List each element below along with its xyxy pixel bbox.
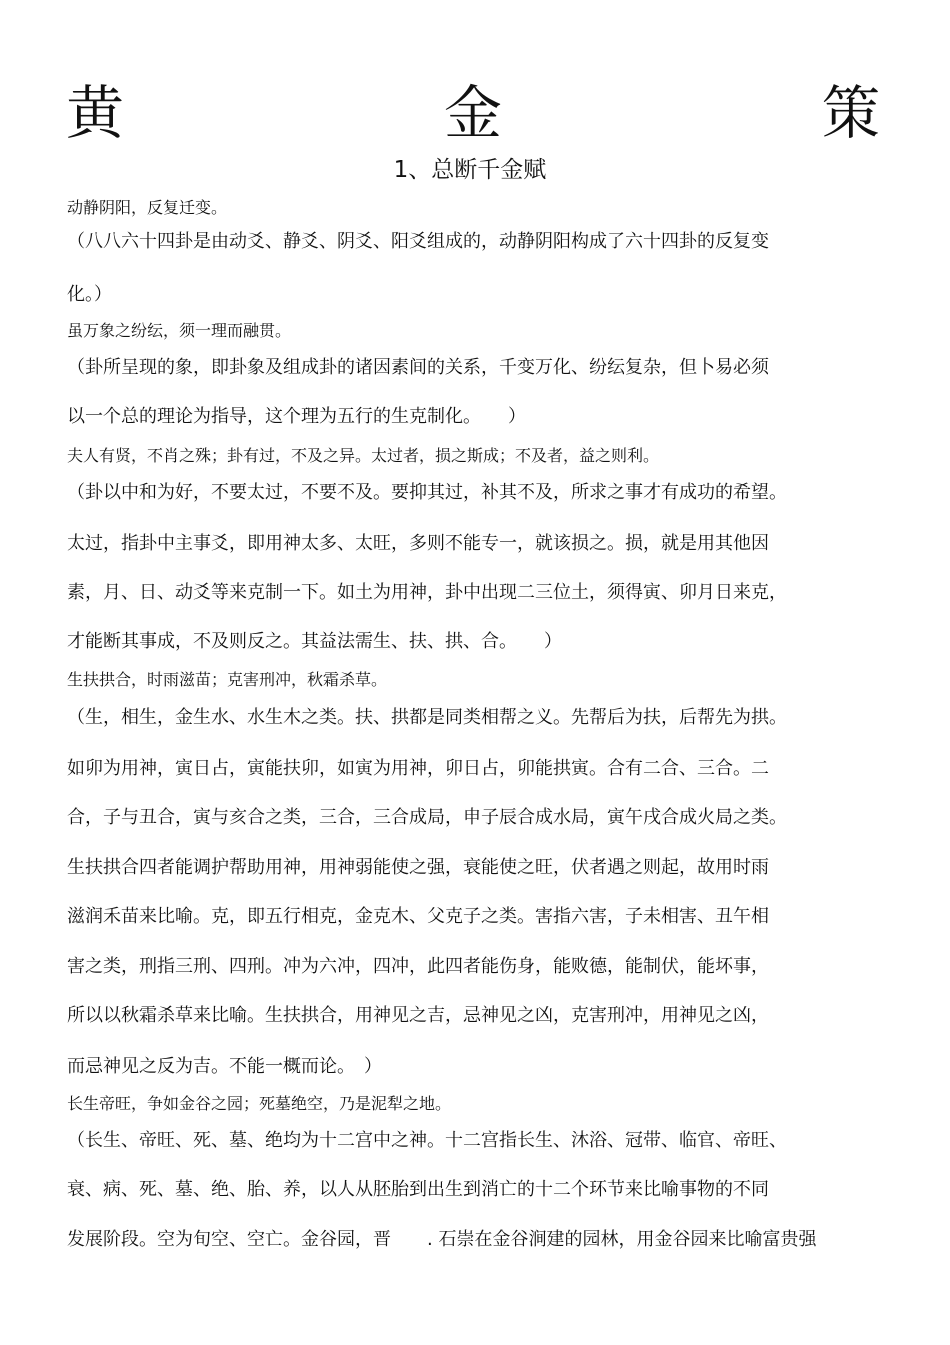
verse-line: 生扶拱合，时雨滋苗；克害刑冲，秋霜杀草。 (67, 670, 388, 689)
commentary-line: （卦以中和为好，不要太过，不要不及。要抑其过，补其不及，所求之事才有成功的希望。 (67, 482, 787, 503)
commentary-line: 生扶拱合四者能调护帮助用神，用神弱能使之强，衰能使之旺，伏者遇之则起，故用时雨 (67, 857, 769, 878)
verse-line: 夫人有贤，不肖之殊；卦有过，不及之异。太过者，损之斯成；不及者，益之则利。 (67, 446, 660, 465)
commentary-line: 如卯为用神，寅日占，寅能扶卯，如寅为用神，卯日占，卯能拱寅。合有二合、三合。二 (67, 758, 769, 779)
commentary-line: （卦所呈现的象，即卦象及组成卦的诸因素间的关系，千变万化、纷纭复杂，但卜易必须 (67, 357, 769, 378)
commentary-line: （生，相生，金生水、水生木之类。扶、拱都是同类相帮之义。先帮后为扶，后帮先为拱。 (67, 707, 787, 728)
commentary-line: 滋润禾苗来比喻。克，即五行相克，金克木、父克子之类。害指六害，子未相害、丑午相 (67, 906, 769, 927)
commentary-line: 所以以秋霜杀草来比喻。生扶拱合，用神见之吉，忌神见之凶，克害刑冲，用神见之凶， (67, 1005, 769, 1026)
verse-line: 虽万象之纷纭，须一理而融贯。 (67, 321, 292, 340)
commentary-line: 发展阶段。空为旬空、空亡。金谷园，晋 . 石崇在金谷涧建的园林，用金谷园来比喻富贵强 (67, 1229, 817, 1250)
commentary-line: 才能断其事成，不及则反之。其益法需生、扶、拱、合。 ） (67, 631, 562, 652)
commentary-line: 合，子与丑合，寅与亥合之类，三合，三合成局，申子辰合成水局，寅午戌合成火局之类。 (67, 807, 787, 828)
commentary-line: 素，月、日、动爻等来克制一下。如土为用神，卦中出现二三位土，须得寅、卯月日来克， (67, 582, 787, 603)
document-title (66, 78, 880, 148)
section-title: 1、总断千金赋 (393, 157, 547, 183)
commentary-line: 以一个总的理论为指导，这个理为五行的生克制化。 ） (67, 406, 526, 427)
commentary-line: （八八六十四卦是由动爻、静爻、阴爻、阳爻组成的，动静阴阳构成了六十四卦的反复变 (67, 231, 769, 252)
commentary-line: 太过，指卦中主事爻，即用神太多、太旺，多则不能专一，就该损之。损，就是用其他因 (67, 533, 769, 554)
verse-line: 长生帝旺，争如金谷之园；死墓绝空，乃是泥犁之地。 (67, 1094, 452, 1113)
commentary-line: 害之类，刑指三刑、四刑。冲为六冲，四冲，此四者能伤身，能败德，能制伏，能坏事， (67, 956, 769, 977)
verse-line: 动静阴阳，反复迁变。 (67, 198, 228, 217)
title-char: 黄 (66, 79, 125, 147)
commentary-line: 化。） (67, 284, 112, 305)
commentary-line: 而忌神见之反为吉。不能一概而论。 ） (67, 1056, 382, 1077)
title-char: 金 (443, 79, 502, 147)
title-char: 策 (821, 79, 880, 147)
commentary-line: 衰、病、死、墓、绝、胎、养，以人从胚胎到出生到消亡的十二个环节来比喻事物的不同 (67, 1179, 769, 1200)
commentary-line: （长生、帝旺、死、墓、绝均为十二宫中之神。十二宫指长生、沐浴、冠带、临官、帝旺、 (67, 1130, 787, 1151)
